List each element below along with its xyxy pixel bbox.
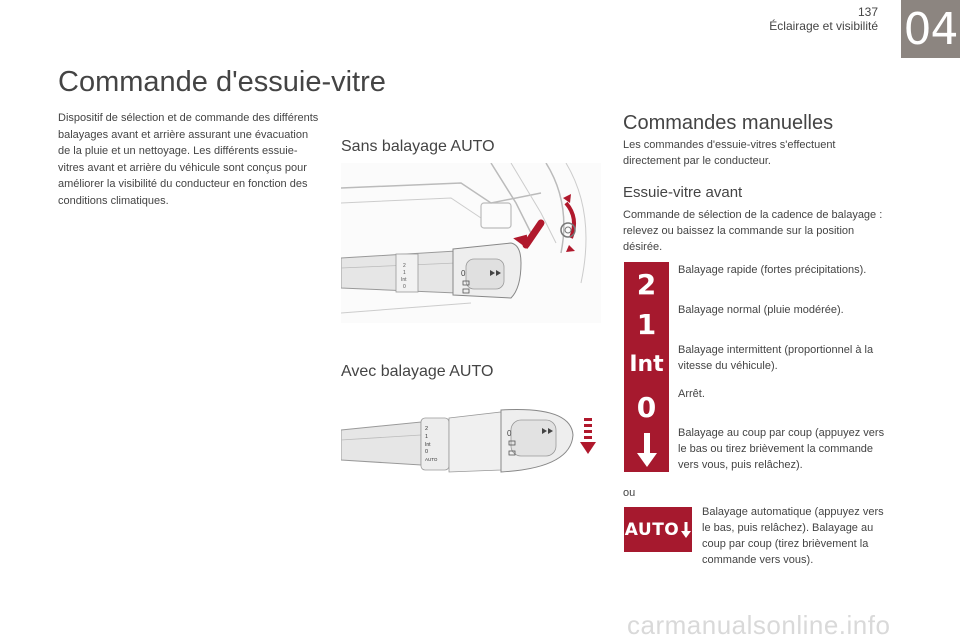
legend-off-text: Arrêt. <box>678 388 705 400</box>
page-title: Commande d'essuie-vitre <box>58 66 386 98</box>
manual-controls-text: Les commandes d'essuie-vitres s'effectuent directement par le conducteur. <box>623 139 836 167</box>
arrow-down-glyph <box>636 431 658 469</box>
auto-arrow-down-icon <box>681 521 691 539</box>
symbol-normal-wipe-label: 1 <box>636 308 657 341</box>
chapter-title: Éclairage et visibilité <box>769 19 878 33</box>
symbol-fast-wipe <box>624 262 669 307</box>
chapter-tab <box>901 0 960 58</box>
wiper-stalk-auto-illustration <box>341 400 601 480</box>
intro-paragraph: Dispositif de sélection et de commande des différents balayages avant et arrière assurant une évacuation de la pluie et un nettoyage. Les différents essuie-vitres avant et arrière du véhicule sont conçus pour améliorer la visibilité du conducteur en fonction des conditions climatiques. <box>58 112 319 207</box>
watermark: carmanualsonline.info <box>627 610 891 640</box>
or-label: ou <box>623 487 636 499</box>
auto-stalk-label-0: 0 <box>425 449 429 455</box>
stalk-label-1: 1 <box>403 270 406 276</box>
symbol-intermittent-wipe <box>624 342 669 387</box>
page-number: 137 <box>857 5 878 19</box>
stalk-label-int: Int <box>401 277 407 283</box>
legend-fast-wipe-text: Balayage rapide (fortes précipitations). <box>678 264 867 276</box>
auto-switch-label-0: 0 <box>507 429 512 438</box>
heading-manual-controls: Commandes manuelles <box>623 112 834 134</box>
legend-single-wipe-text: Balayage au coup par coup (appuyez vers le bas ou tirez brièvement la commande vers vous, puis relâchez). <box>678 427 885 471</box>
symbol-off <box>624 385 669 430</box>
symbol-normal-wipe <box>624 302 669 347</box>
stalk-label-2: 2 <box>403 263 406 269</box>
auto-stalk-label-1: 1 <box>425 434 429 440</box>
legend-normal-wipe-text: Balayage normal (pluie modérée). <box>678 304 844 316</box>
legend-intermittent-wipe-text: Balayage intermittent (proportionnel à la vitesse du véhicule). <box>678 344 874 372</box>
symbol-off-label: 0 <box>636 391 657 424</box>
heading-front-wiper: Essuie-vitre avant <box>623 184 743 201</box>
auto-stalk-label-2: 2 <box>425 426 429 432</box>
stalk-label-0: 0 <box>403 284 406 290</box>
symbol-fast-wipe-label: 2 <box>636 268 657 301</box>
auto-stalk-label-int: Int <box>425 442 431 448</box>
symbol-auto-wipe-label: AUTO <box>624 519 680 540</box>
front-wiper-text: Commande de sélection de la cadence de balayage : relevez ou baissez la commande sur la position désirée. <box>623 209 883 253</box>
symbol-intermittent-wipe-label: Int <box>629 352 664 377</box>
heading-sans-auto: Sans balayage AUTO <box>341 138 495 155</box>
heading-avec-auto: Avec balayage AUTO <box>341 363 494 380</box>
switch-label-0: 0 <box>461 269 466 278</box>
legend-auto-wipe-text: Balayage automatique (appuyez vers le bas, puis relâchez). Balayage au coup par coup (tirez brièvement la commande vers vous). <box>702 506 884 566</box>
arrow-down-icon <box>624 427 669 472</box>
chapter-number: 04 <box>903 3 958 55</box>
symbol-auto-wipe <box>624 507 692 552</box>
wiper-stalk-illustration <box>341 163 601 323</box>
auto-stalk-label-auto: AUTO <box>425 457 438 462</box>
